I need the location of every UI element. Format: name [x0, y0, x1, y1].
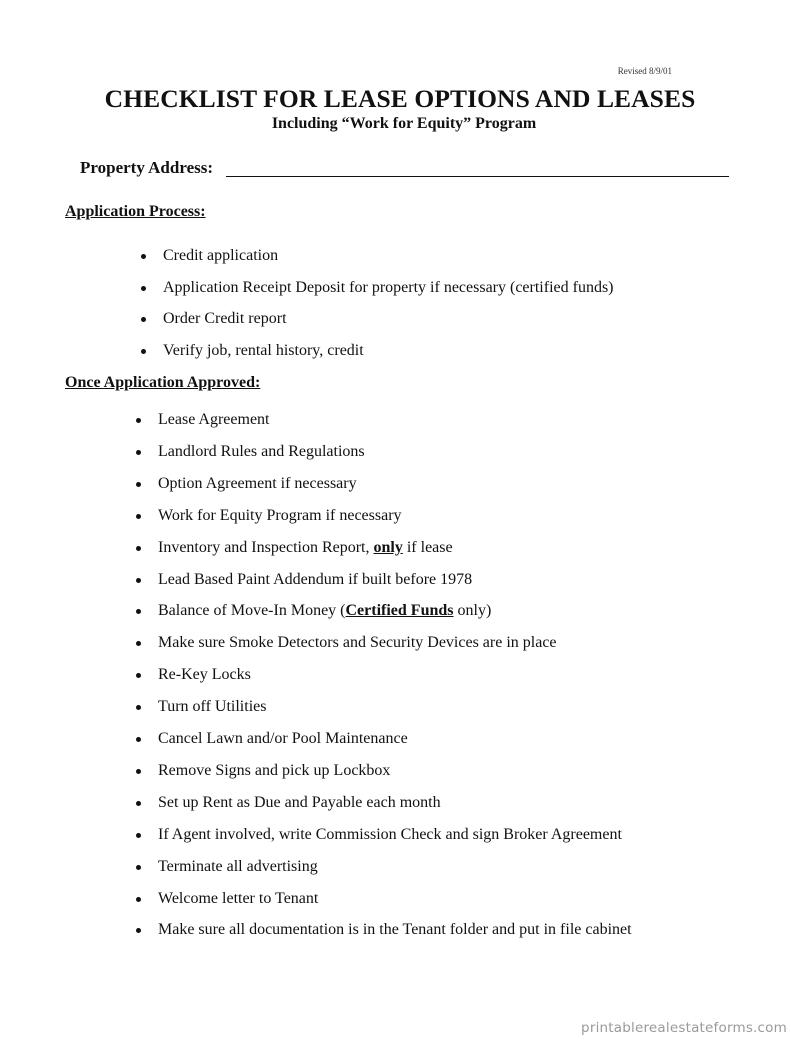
item-text-after: if lease — [402, 539, 453, 556]
item-emphasis: only — [373, 539, 403, 556]
bullet-icon — [136, 833, 141, 838]
list-item-text: Verify job, rental history, credit — [163, 342, 364, 359]
bullet-icon — [136, 801, 141, 806]
list-item-text: Re-Key Locks — [158, 666, 251, 683]
bullet-icon — [136, 450, 141, 455]
list-item-text: Credit application — [163, 247, 279, 264]
bullet-icon — [136, 928, 141, 933]
document-title: CHECKLIST FOR LEASE OPTIONS AND LEASES — [104, 84, 696, 113]
footer-watermark: printablerealestateforms.com — [581, 1020, 787, 1036]
list-item-text: Landlord Rules and Regulations — [158, 443, 365, 460]
bullet-icon — [141, 349, 146, 354]
list-item-text: Turn off Utilities — [158, 698, 267, 715]
bullet-icon — [141, 317, 146, 322]
list-item-text: If Agent involved, write Commission Check and sign Broker Agreement — [158, 826, 622, 843]
bullet-icon — [136, 705, 141, 710]
bullet-icon — [136, 769, 141, 774]
list-item-text: Make sure Smoke Detectors and Security Devices are in place — [158, 634, 557, 651]
list-item-text: Application Receipt Deposit for property if necessary (certified funds) — [163, 279, 614, 296]
item-text-after: only) — [453, 602, 492, 619]
item-text-before: Inventory and Inspection Report, — [158, 539, 374, 556]
property-address-label: Property Address: — [80, 158, 214, 177]
list-item-text: Set up Rent as Due and Payable each month — [158, 794, 441, 811]
list-item-text — [158, 601, 491, 621]
list-item-text: Remove Signs and pick up Lockbox — [158, 762, 391, 779]
bullet-icon — [136, 609, 141, 614]
list-item-text: Make sure all documentation is in the Tenant folder and put in file cabinet — [158, 921, 632, 938]
bullet-icon — [136, 641, 141, 646]
bullet-icon — [136, 482, 141, 487]
list-item-text: Order Credit report — [163, 310, 287, 327]
application-process-heading: Application Process: — [65, 203, 206, 220]
item-emphasis: Certified Funds — [345, 602, 454, 619]
list-item-text: Lease Agreement — [158, 411, 270, 428]
list-item-text: Welcome letter to Tenant — [158, 890, 319, 907]
list-item-text: Terminate all advertising — [158, 858, 318, 875]
list-item-text: Option Agreement if necessary — [158, 475, 357, 492]
list-item-text — [158, 538, 453, 558]
bullet-icon — [136, 514, 141, 519]
bullet-icon — [136, 897, 141, 902]
revised-date: Revised 8/9/01 — [617, 66, 672, 76]
bullet-icon — [136, 673, 141, 678]
bullet-icon — [136, 865, 141, 870]
bullet-icon — [141, 286, 146, 291]
bullet-icon — [136, 578, 141, 583]
list-item-text: Lead Based Paint Addendum if built before 1978 — [158, 571, 473, 588]
list-item-text: Work for Equity Program if necessary — [158, 507, 402, 524]
item-text-before: Balance of Move-In Money ( — [158, 602, 346, 619]
bullet-icon — [141, 254, 146, 259]
property-address-line — [226, 176, 729, 177]
list-item-text: Cancel Lawn and/or Pool Maintenance — [158, 730, 408, 747]
document-subtitle: Including “Work for Equity” Program — [271, 115, 537, 132]
once-approved-heading: Once Application Approved: — [65, 374, 261, 391]
bullet-icon — [136, 737, 141, 742]
bullet-icon — [136, 546, 141, 551]
bullet-icon — [136, 418, 141, 423]
